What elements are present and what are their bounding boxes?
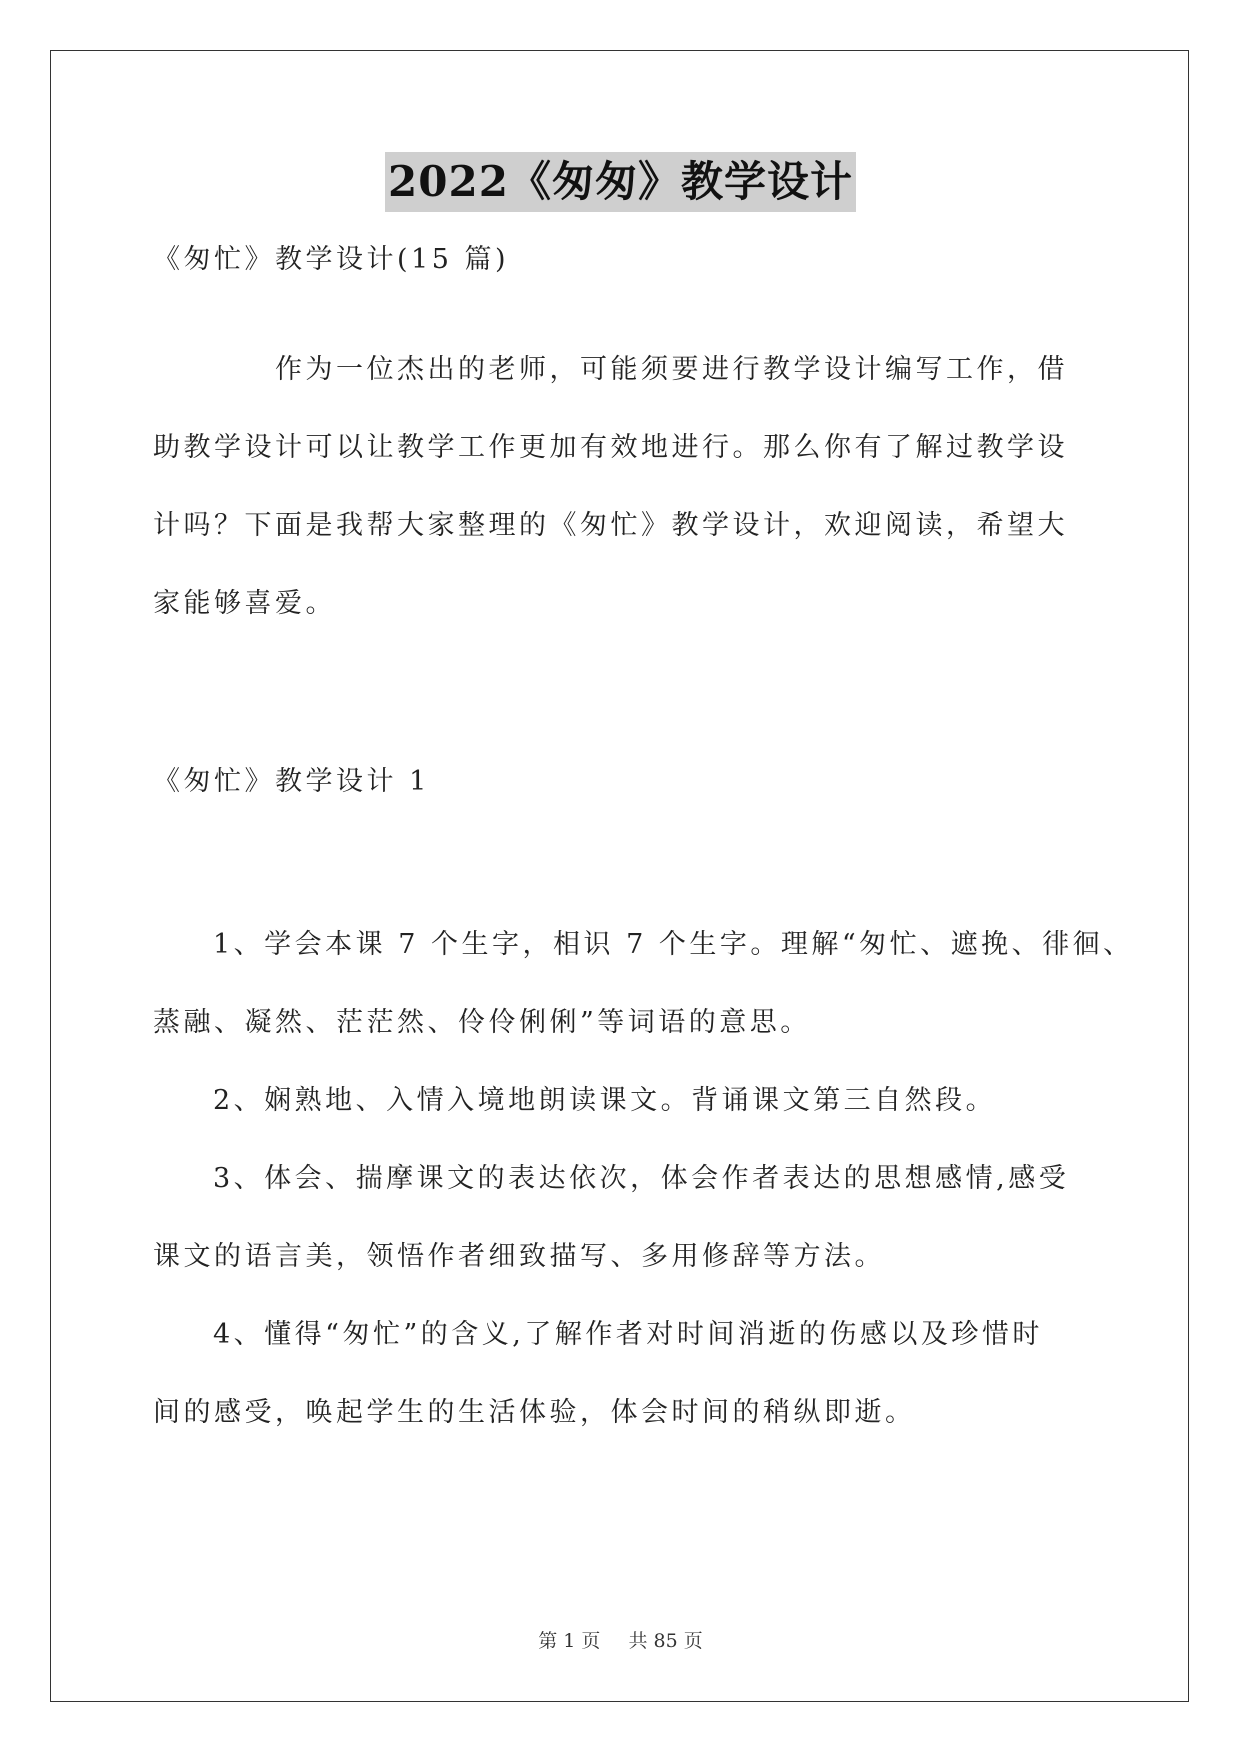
objective-2-line-1: 2、娴熟地、入情入境地朗读课文。背诵课文第三自然段。 — [213, 1085, 997, 1116]
intro-line-1: 作为一位杰出的老师，可能须要进行教学设计编写工作，借 — [275, 354, 1068, 385]
objective-3-line-1: 3、体会、揣摩课文的表达依次，体会作者表达的思想感情,感受 — [213, 1163, 1070, 1194]
page-border — [50, 50, 1189, 1702]
page-footer — [0, 1626, 1241, 1653]
document-title — [0, 152, 1241, 212]
page-number: 第 1 页 — [538, 1630, 601, 1652]
intro-line-4: 家能够喜爱。 — [153, 588, 336, 619]
objective-4-line-2: 间的感受，唤起学生的生活体验，体会时间的稍纵即逝。 — [153, 1397, 916, 1428]
section-heading: 《匆忙》教学设计 1 — [153, 766, 430, 797]
objective-4-line-1: 4、懂得“匆忙”的含义,了解作者对时间消逝的伤感以及珍惜时 — [213, 1319, 1043, 1350]
objective-1-line-1: 1、学会本课 7 个生字，相识 7 个生字。理解“匆忙、遮挽、徘徊、 — [213, 929, 1134, 960]
document-title-text: 2022《匆匆》教学设计 — [385, 152, 856, 212]
page-total: 共 85 页 — [628, 1630, 703, 1652]
objective-3-line-2: 课文的语言美，领悟作者细致描写、多用修辞等方法。 — [153, 1241, 885, 1272]
intro-line-3: 计吗？下面是我帮大家整理的《匆忙》教学设计，欢迎阅读，希望大 — [153, 510, 1068, 541]
intro-line-2: 助教学设计可以让教学工作更加有效地进行。那么你有了解过教学设 — [153, 432, 1068, 463]
document-subtitle: 《匆忙》教学设计(15 篇) — [153, 244, 510, 275]
objective-1-line-2: 蒸融、凝然、茫茫然、伶伶俐俐”等词语的意思。 — [153, 1007, 811, 1038]
